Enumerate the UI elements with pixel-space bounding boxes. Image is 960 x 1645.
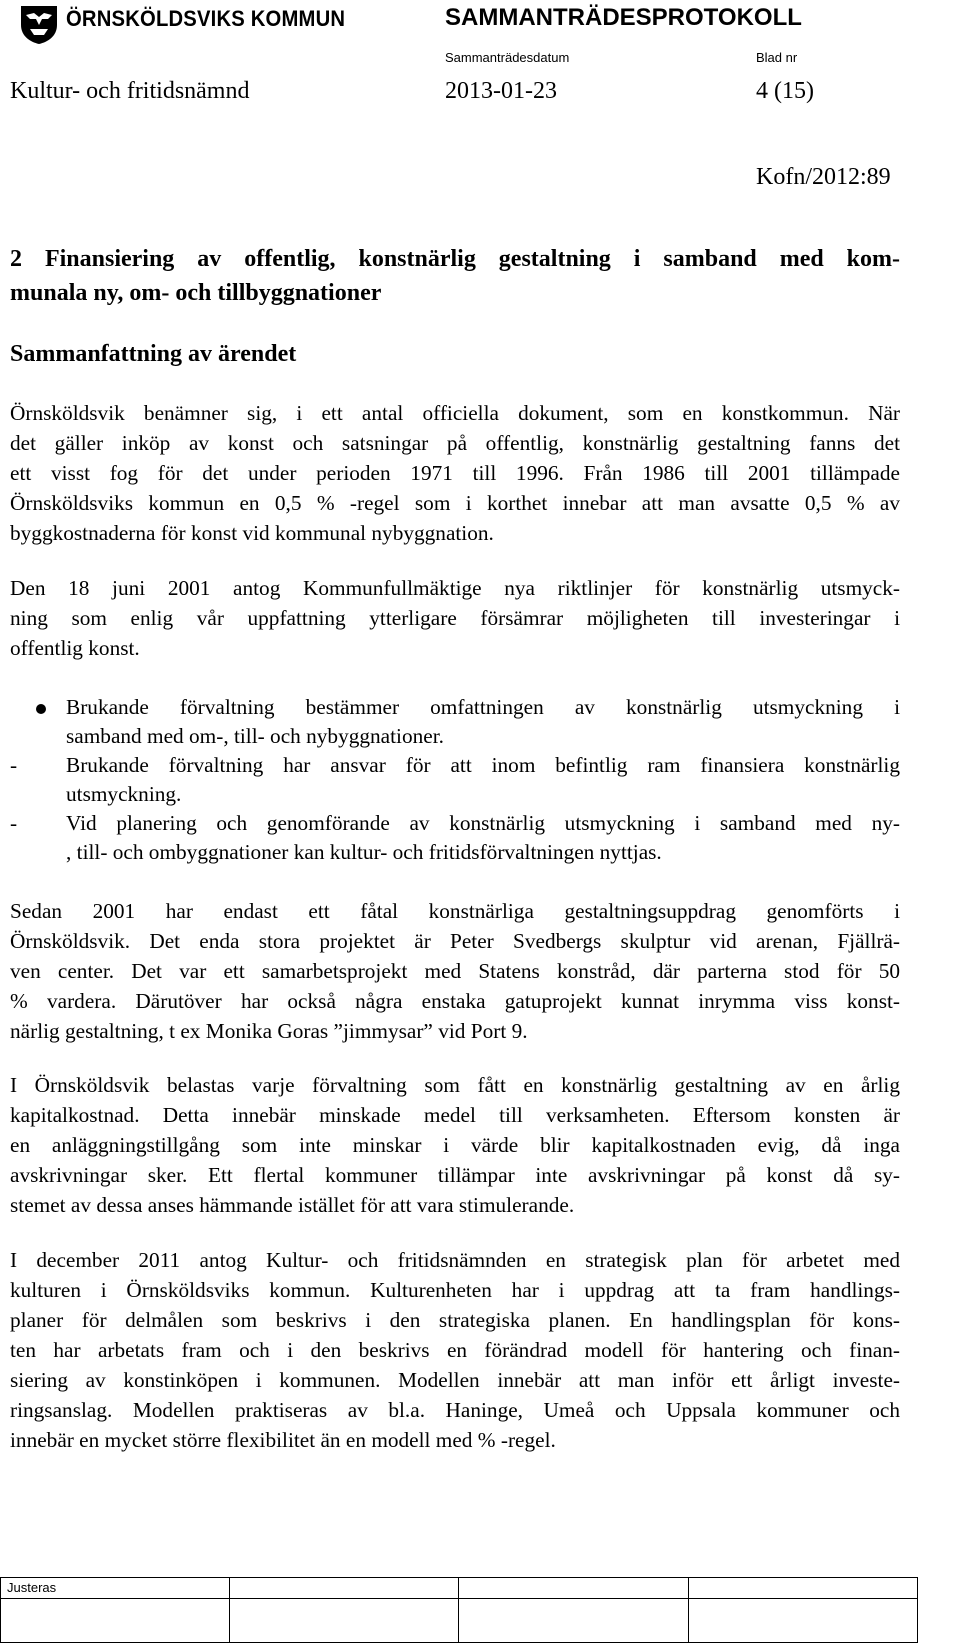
text-line: en anläggningstillgång som inte minskar i värde blir kapitalkostnaden evig, då inga <box>10 1133 900 1157</box>
text-line: ning som enlig vår uppfattning ytterligare försämrar möjligheten till investeringar i <box>10 606 900 630</box>
text-line: Brukande förvaltning bestämmer omfattningen av konstnärlig utsmyckning i <box>66 695 900 719</box>
text-line: kapitalkostnad. Detta innebär minskade medel till verksamheten. Eftersom konsten är <box>10 1103 900 1127</box>
text-line: utsmyckning. <box>66 782 182 806</box>
paragraph-5 <box>10 1245 900 1455</box>
page-number: 4 (15) <box>756 78 814 104</box>
text-line: Örnsköldsviks kommun en 0,5 % -regel som i korthet innebar att man avsatte 0,5 % av <box>10 491 900 515</box>
bullet-marker <box>36 704 46 714</box>
text-line: Sedan 2001 har endast ett fåtal konstnärliga gestaltningsuppdrag genomförts i <box>10 899 900 923</box>
table-divider <box>458 1578 459 1642</box>
text-line: byggkostnaderna för konst vid kommunal nybyggnation. <box>10 521 494 545</box>
text-line: innebär en mycket större flexibilitet än en modell med % -regel. <box>10 1428 556 1452</box>
page-label: Blad nr <box>756 50 798 65</box>
text-line: Vid planering och genomförande av konstnärlig utsmyckning i samband med ny- <box>66 811 900 835</box>
paragraph-3 <box>10 896 900 1046</box>
paragraph-4 <box>10 1070 900 1220</box>
case-title <box>10 242 900 310</box>
date-label: Sammanträdesdatum <box>445 50 570 65</box>
text-line: det gäller inköp av konst och satsningar på offentlig, konstnärlig gestaltning fanns det <box>10 431 900 455</box>
text-line: I december 2011 antog Kultur- och fritidsnämnden en strategisk plan för arbetet med <box>10 1248 900 1272</box>
text-line: Den 18 juni 2001 antog Kommunfullmäktige nya riktlinjer för konstnärlig utsmyck- <box>10 576 900 600</box>
text-line: I Örnsköldsvik belastas varje förvaltning som fått en konstnärlig gestaltning av en årlig <box>10 1073 900 1097</box>
paragraph-1 <box>10 398 900 548</box>
committee-name: Kultur- och fritidsnämnd <box>10 78 250 104</box>
case-reference: Kofn/2012:89 <box>756 164 891 190</box>
case-title-line: munala ny, om- och tillbyggnationer <box>10 280 382 306</box>
list-item <box>10 809 900 867</box>
text-line: avskrivningar sker. Ett flertal kommuner tillämpar inte avskrivningar på konst då sy- <box>10 1163 900 1187</box>
guideline-list <box>10 693 900 867</box>
coat-of-arms-icon <box>18 3 60 45</box>
text-line: planer för delmålen som beskrivs i den strategiska planen. En handlingsplan för kons- <box>10 1308 900 1332</box>
text-line: samband med om-, till- och nybyggnationer. <box>66 724 444 748</box>
table-divider <box>688 1578 689 1642</box>
text-line: offentlig konst. <box>10 636 140 660</box>
table-divider <box>229 1578 230 1642</box>
meeting-date: 2013-01-23 <box>445 78 557 104</box>
text-line: närlig gestaltning, t ex Monika Goras ”jimmysar” vid Port 9. <box>10 1019 528 1043</box>
text-line: ten har arbetats fram och i den beskrivs en förändrad modell för hantering och finan- <box>10 1338 900 1362</box>
text-line: siering av konstinköpen i kommunen. Modellen innebär att man inför ett årligt investe- <box>10 1368 900 1392</box>
text-line: ringsanslag. Modellen praktiseras av bl.a. Haninge, Umeå och Uppsala kommuner och <box>10 1398 900 1422</box>
text-line: Brukande förvaltning har ansvar för att inom befintlig ram finansiera konstnärlig <box>66 753 900 777</box>
text-line: stemet av dessa anses hämmande istället för att vara stimulerande. <box>10 1193 575 1217</box>
document-type: SAMMANTRÄDESPROTOKOLL <box>445 4 802 31</box>
list-item <box>10 751 900 809</box>
table-divider <box>1 1598 917 1599</box>
paragraph-2 <box>10 573 900 663</box>
text-line: ett visst fog för det under perioden 1971 till 1996. Från 1986 till 2001 tillämpade <box>10 461 900 485</box>
signature-table <box>0 1577 918 1643</box>
text-line: Örnsköldsvik. Det enda stora projektet är Peter Svedbergs skulptur vid arenan, Fjällrä- <box>10 929 900 953</box>
text-line: % vardera. Därutöver har också några enstaka gatuprojekt kunnat inrymma viss konst- <box>10 989 900 1013</box>
summary-heading: Sammanfattning av ärendet <box>10 341 297 367</box>
text-line: Örnsköldsvik benämner sig, i ett antal officiella dokument, som en konstkommun. När <box>10 401 900 425</box>
municipality-name: ÖRNSKÖLDSVIKS KOMMUN <box>66 6 346 31</box>
dash-marker: - <box>10 811 18 835</box>
list-item <box>10 693 900 751</box>
case-title-line: 2 Finansiering av offentlig, konstnärlig gestaltning i samband med kom- <box>10 246 900 272</box>
text-line: kulturen i Örnsköldsviks kommun. Kulturenheten har i uppdrag att ta fram handlings- <box>10 1278 900 1302</box>
dash-marker: - <box>10 753 18 777</box>
justeras-label: Justeras <box>7 1580 57 1595</box>
text-line: , till- och ombyggnationer kan kultur- och fritidsförvaltningen nyttjas. <box>66 840 662 864</box>
text-line: ven center. Det var ett samarbetsprojekt med Statens konstråd, där parterna stod för 50 <box>10 959 900 983</box>
